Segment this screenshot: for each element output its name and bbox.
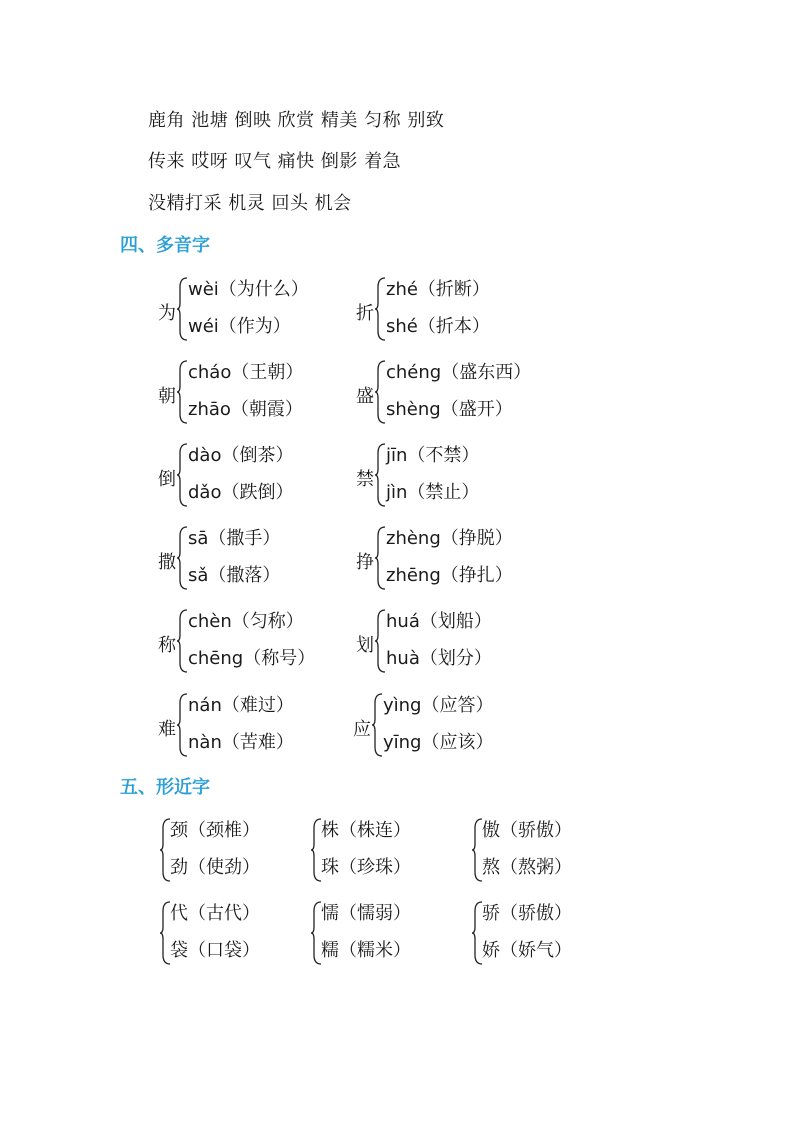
similar-char-group (472, 899, 632, 975)
pronunciation-1: jīn（不禁） (386, 445, 480, 466)
similar-char-1: 颈（颈椎） (170, 820, 260, 841)
polyphonic-char: 应 (353, 719, 371, 740)
polyphonic-group (356, 441, 556, 517)
polyphonic-group (158, 358, 358, 434)
pronunciation-2: jìn（禁止） (386, 482, 480, 503)
polyphonic-group (158, 607, 358, 683)
pronunciation-2: shèng（盛开） (386, 399, 513, 420)
polyphonic-char: 难 (158, 719, 176, 740)
polyphonic-group (158, 691, 358, 767)
similar-char-1: 代（古代） (170, 903, 260, 924)
polyphonic-char: 撒 (158, 552, 176, 573)
pronunciation-2: wéi（作为） (188, 316, 291, 337)
polyphonic-group (356, 524, 556, 600)
similar-char-group (311, 899, 471, 975)
similar-char-2: 娇（娇气） (482, 940, 572, 961)
pronunciation-2: nàn（苦难） (188, 732, 294, 753)
section-heading-similar-chars: 五、形近字 (120, 777, 210, 798)
pronunciation-2: sǎ（撒落） (188, 565, 281, 586)
similar-char-group (160, 816, 320, 892)
polyphonic-group (356, 358, 556, 434)
vocab-line-3: 没精打采 机灵 回头 机会 (148, 193, 352, 214)
pronunciation-2: yīng（应该） (383, 732, 494, 753)
pronunciation-1: dào（倒茶） (188, 445, 294, 466)
pronunciation-2: dǎo（跌倒） (188, 482, 294, 503)
polyphonic-char: 盛 (356, 386, 374, 407)
polyphonic-group (158, 524, 358, 600)
pronunciation-1: nán（难过） (188, 695, 294, 716)
polyphonic-group (158, 275, 358, 351)
pronunciation-1: wèi（为什么） (188, 279, 309, 300)
similar-char-1: 骄（骄傲） (482, 903, 572, 924)
polyphonic-group (158, 441, 358, 517)
pronunciation-1: huá（划船） (386, 611, 492, 632)
polyphonic-char: 划 (356, 635, 374, 656)
pronunciation-1: yìng（应答） (383, 695, 494, 716)
polyphonic-group (356, 275, 556, 351)
pronunciation-1: sā（撒手） (188, 528, 281, 549)
vocab-line-2: 传来 哎呀 叹气 痛快 倒影 着急 (148, 151, 402, 172)
similar-char-2: 熬（熬粥） (482, 857, 572, 878)
vocab-line-1: 鹿角 池塘 倒映 欣赏 精美 匀称 别致 (148, 110, 445, 131)
pronunciation-1: chèn（匀称） (188, 611, 304, 632)
polyphonic-char: 折 (356, 303, 374, 324)
polyphonic-char: 挣 (356, 552, 374, 573)
similar-char-2: 劲（使劲） (170, 857, 260, 878)
polyphonic-char: 为 (158, 303, 176, 324)
pronunciation-1: chéng（盛东西） (386, 362, 532, 383)
similar-char-2: 珠（珍珠） (321, 857, 411, 878)
similar-char-group (160, 899, 320, 975)
section-heading-polyphonic: 四、多音字 (120, 235, 210, 256)
similar-char-group (311, 816, 471, 892)
polyphonic-char: 禁 (356, 469, 374, 490)
polyphonic-char: 称 (158, 635, 176, 656)
pronunciation-1: zhèng（挣脱） (386, 528, 513, 549)
similar-char-2: 袋（口袋） (170, 940, 260, 961)
pronunciation-2: zhāo（朝霞） (188, 399, 303, 420)
polyphonic-char: 倒 (158, 469, 176, 490)
pronunciation-1: zhé（折断） (386, 279, 490, 300)
polyphonic-group (353, 691, 553, 767)
polyphonic-char: 朝 (158, 386, 176, 407)
similar-char-group (472, 816, 632, 892)
pronunciation-1: cháo（王朝） (188, 362, 304, 383)
pronunciation-2: zhēng（挣扎） (386, 565, 513, 586)
similar-char-1: 傲（骄傲） (482, 820, 572, 841)
pronunciation-2: huà（划分） (386, 648, 492, 669)
similar-char-1: 株（株连） (321, 820, 411, 841)
polyphonic-group (356, 607, 556, 683)
similar-char-2: 糯（糯米） (321, 940, 411, 961)
similar-char-1: 懦（懦弱） (321, 903, 411, 924)
pronunciation-2: shé（折本） (386, 316, 490, 337)
pronunciation-2: chēng（称号） (188, 648, 316, 669)
